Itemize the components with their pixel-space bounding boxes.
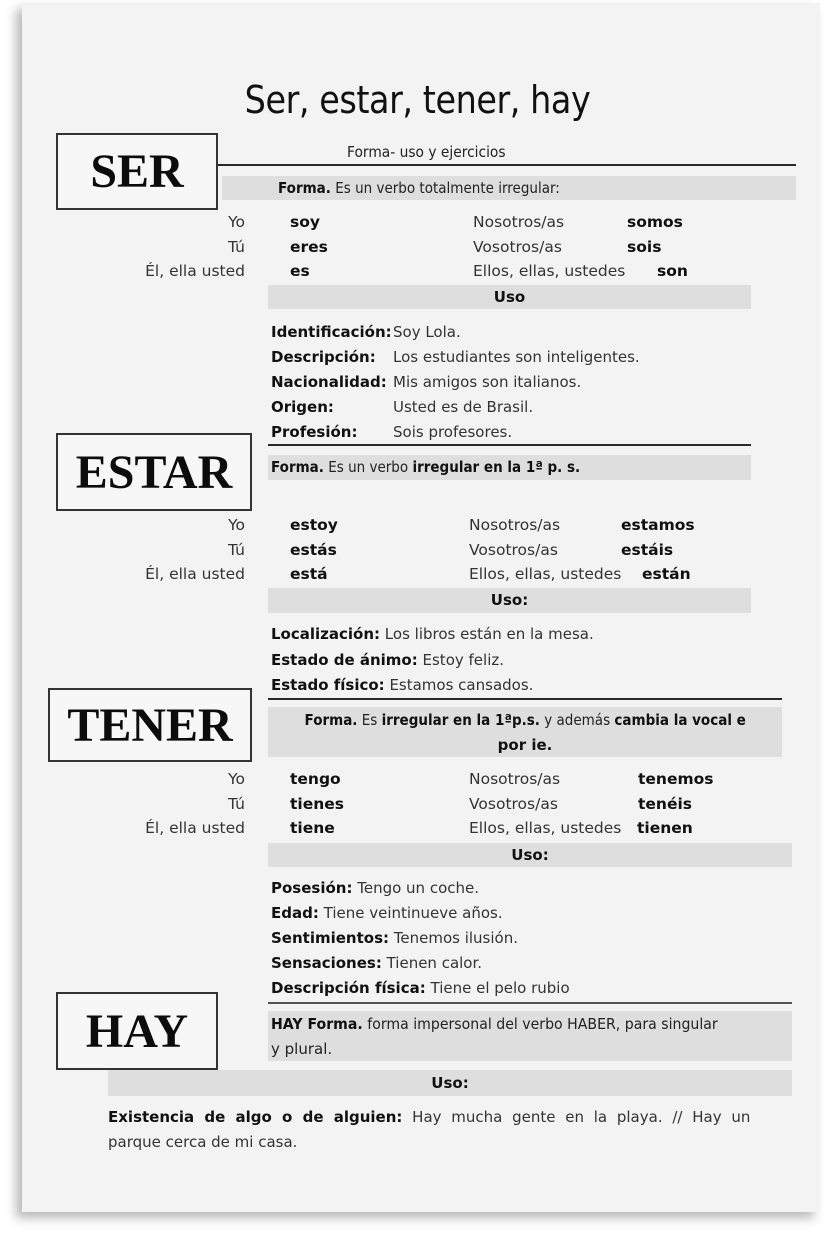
verb-box-tener xyxy=(48,688,252,762)
forma-band-ser xyxy=(222,176,796,200)
uso-band-estar: Uso: xyxy=(268,588,751,613)
section-rule-hay xyxy=(268,1002,792,1004)
uso-band-ser xyxy=(268,285,751,309)
verb-title-ser: SER xyxy=(90,145,184,198)
pronouns-left-estar: Yo Tú Él, ella usted xyxy=(145,516,245,583)
verb-box-hay xyxy=(56,992,218,1070)
verb-box-estar xyxy=(56,433,252,511)
usos-tener: Posesión: Tengo un coche. Edad: Tiene veintinueve años. Sentimientos: Tenemos ilusión. Sensaciones: Tienen calor. Descripción física: Tiene el pelo rubio xyxy=(271,879,570,997)
forms-left-tener: tengo tienes tiene xyxy=(290,770,345,837)
uso-band-hay: Uso: xyxy=(108,1070,792,1096)
forma-band-hay: HAY Forma. forma impersonal del verbo HABER, para singular y plural. xyxy=(268,1011,792,1061)
pronouns-left-ser: Yo Tú Él, ella usted xyxy=(145,213,245,280)
forms-right-ser: somos sois son xyxy=(627,213,688,280)
section-rule-ser xyxy=(218,164,796,166)
forms-right-tener: tenemos tenéis tienen xyxy=(637,770,714,837)
uso-band-tener: Uso: xyxy=(268,843,792,867)
uso-label: Uso xyxy=(493,288,526,306)
verb-title-tener: TENER xyxy=(67,698,233,752)
page-title: Ser, estar, tener, hay xyxy=(244,78,591,122)
verb-box-ser xyxy=(56,133,218,210)
usos-hay: Existencia de algo o de alguien: Hay mucha gente en la playa. // Hay un parque cerca de mi casa. xyxy=(108,1108,751,1151)
section-rule-tener xyxy=(268,698,782,700)
page-subtitle: Forma- uso y ejercicios xyxy=(347,143,506,161)
forma-text: Es un verbo totalmente irregular: xyxy=(330,179,560,197)
forms-left-ser: soy eres es xyxy=(290,213,328,280)
pronouns-right-tener: Nosotros/as Vosotros/as Ellos, ellas, ustedes xyxy=(469,770,622,837)
forms-left-estar: estoy estás está xyxy=(290,516,338,583)
forma-band-tener: Forma. Es irregular en la 1ªp.s. y además cambia la vocal e por ie. xyxy=(268,707,782,757)
forms-right-estar: estamos estáis están xyxy=(621,516,695,583)
pronouns-left-tener: Yo Tú Él, ella usted xyxy=(145,770,245,837)
verb-title-estar: ESTAR xyxy=(75,445,233,499)
verb-title-hay: HAY xyxy=(85,1004,189,1058)
section-rule-estar xyxy=(268,444,751,446)
usos-estar: Localización: Los libros están en la mesa. Estado de ánimo: Estoy feliz. Estado físico: Estamos cansados. xyxy=(271,625,594,694)
pronouns-right-ser: Nosotros/as Vosotros/as Ellos, ellas, ustedes xyxy=(473,213,626,280)
usos-ser: Identificación:Soy Lola. Descripción: Los estudiantes son inteligentes. Nacionalidad: Mis amigos son italianos. Origen: Usted es de Brasil. Profesión: Sois profesores. xyxy=(271,323,640,441)
forma-label: Forma. xyxy=(278,179,331,197)
forma-band-estar: Forma. Es un verbo irregular en la 1ª p. s. xyxy=(268,455,751,480)
pronouns-right-estar: Nosotros/as Vosotros/as Ellos, ellas, ustedes xyxy=(469,516,622,583)
